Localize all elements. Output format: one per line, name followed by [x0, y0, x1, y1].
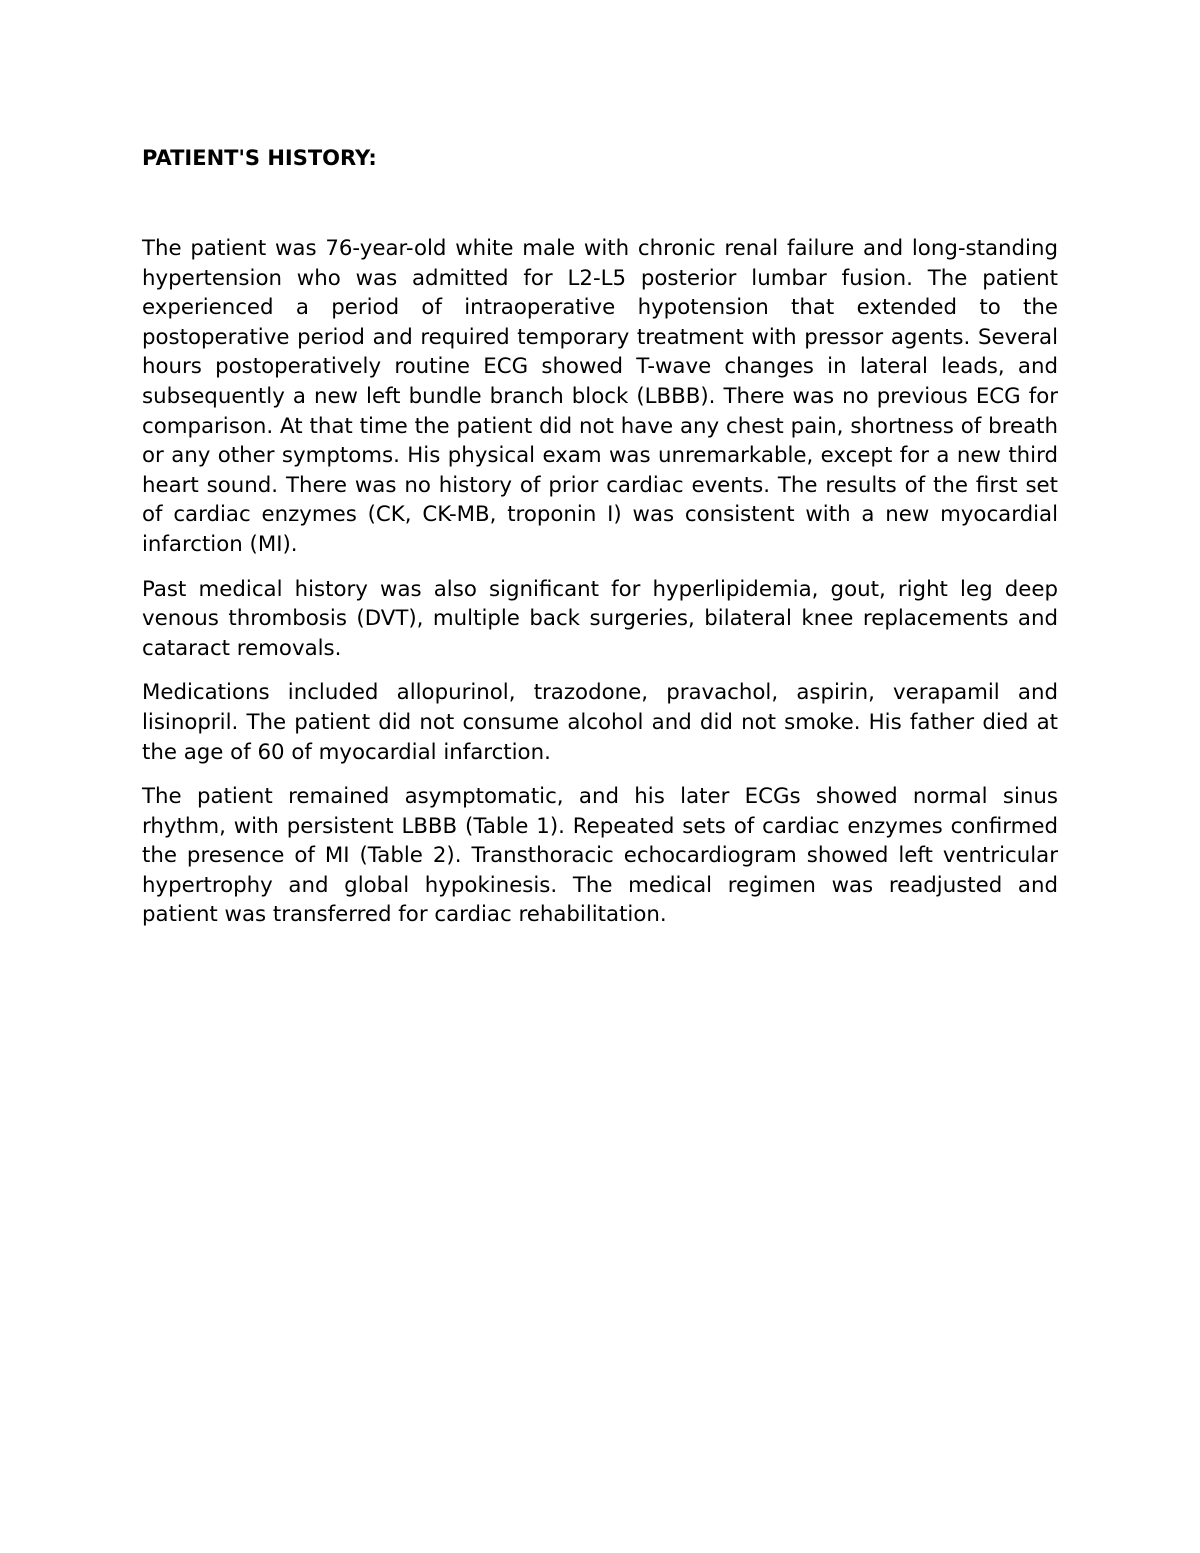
paragraph-past-medical-history: Past medical history was also significant for hyperlipidemia, gout, right leg deep venous thrombosis (DVT), multiple back surgeries, bilateral knee replacements and cataract removals.: [142, 576, 1058, 661]
paragraph-outcome: The patient remained asymptomatic, and his later ECGs showed normal sinus rhythm, with persistent LBBB (Table 1). Repeated sets of cardiac enzymes confirmed the presence of MI (Table 2). Transthoracic echocardiogram showed left ventricular hypertrophy and global hypokinesis. The medical regimen was readjusted and patient was transferred for cardiac rehabilitation.: [142, 784, 1058, 928]
paragraph-medications: Medications included allopurinol, trazodone, pravachol, aspirin, verapamil and lisinopril. The patient did not consume alcohol and did not smoke. His father died at the age of 60 of myocardial infarction.: [142, 680, 1058, 765]
section-heading: PATIENT'S HISTORY:: [142, 146, 377, 170]
document-body: [142, 144, 1058, 945]
paragraph-presenting-history: The patient was 76-year-old white male with chronic renal failure and long-standing hypertension who was admitted for L2-L5 posterior lumbar fusion. The patient experienced a period of intraoperative hypotension that extended to the postoperative period and required temporary treatment with pressor agents. Several hours postoperatively routine ECG showed T-wave changes in lateral leads, and subsequently a new left bundle branch block (LBBB). There was no previous ECG for comparison. At that time the patient did not have any chest pain, shortness of breath or any other symptoms. His physical exam was unremarkable, except for a new third heart sound. There was no history of prior cardiac events. The results of the first set of cardiac enzymes (CK, CK-MB, troponin I) was consistent with a new myocardial infarction (MI).: [142, 236, 1058, 557]
